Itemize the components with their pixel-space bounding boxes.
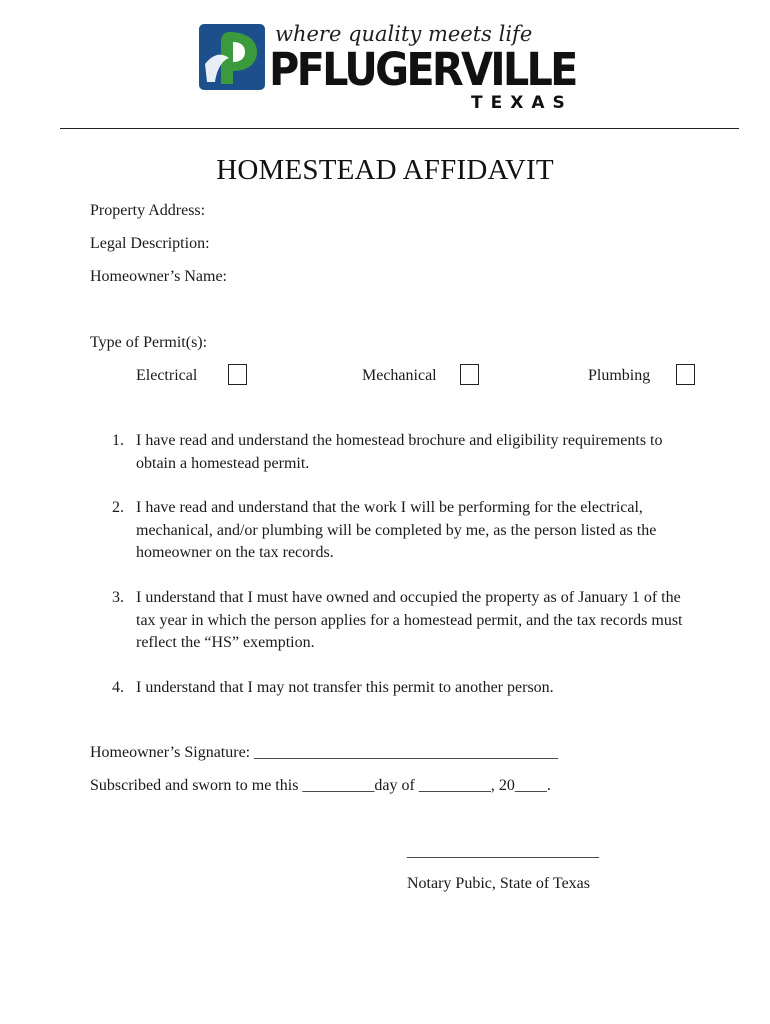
statement-number: 4. xyxy=(112,679,124,696)
statement-number: 1. xyxy=(112,432,124,449)
logo-name: PFLUGERVILLE xyxy=(269,43,576,96)
notary-label: Notary Pubic, State of Texas xyxy=(407,875,590,892)
statement-item xyxy=(112,587,692,655)
pflugerville-logo xyxy=(199,22,576,114)
logo-tagline: where quality meets life xyxy=(275,22,533,46)
permit-type-label: Type of Permit(s): xyxy=(90,334,208,351)
permit-option-electrical-label: Electrical xyxy=(136,367,198,384)
statement-number: 3. xyxy=(112,589,124,606)
notary-signature-line[interactable]: ________________________ xyxy=(407,843,599,860)
statement-text: I understand that I must have owned and occupied the property as of January 1 of the tax year in which the person applies for a homestead permit, and the tax records must reflect the “HS” exemption. xyxy=(136,589,683,651)
statement-number: 2. xyxy=(112,499,124,516)
logo-state: TEXAS xyxy=(471,93,573,113)
statement-item xyxy=(112,430,692,475)
statement-item xyxy=(112,677,692,700)
pflugerville-emblem-icon xyxy=(199,24,265,90)
document-title: HOMESTEAD AFFIDAVIT xyxy=(216,154,554,186)
electrical-checkbox[interactable] xyxy=(228,364,247,385)
statement-text: I understand that I may not transfer this permit to another person. xyxy=(136,679,554,696)
plumbing-checkbox[interactable] xyxy=(676,364,695,385)
homeowner-signature-line[interactable]: Homeowner’s Signature: ______________________________________ xyxy=(90,744,559,761)
mechanical-checkbox[interactable] xyxy=(460,364,479,385)
permit-option-mechanical-label: Mechanical xyxy=(362,367,437,384)
header-divider xyxy=(60,128,739,129)
property-address-label: Property Address: xyxy=(90,202,206,219)
sworn-statement-line[interactable]: Subscribed and sworn to me this _________day of _________, 20____. xyxy=(90,777,551,794)
statement-item xyxy=(112,497,692,565)
permit-option-plumbing-label: Plumbing xyxy=(588,367,651,384)
statement-text: I have read and understand that the work I will be performing for the electrical, mechanical, and/or plumbing will be completed by me, as the person listed as the homeowner on the tax records. xyxy=(136,499,657,561)
statement-text: I have read and understand the homestead brochure and eligibility requirements to obtain a homestead permit. xyxy=(136,432,663,472)
homeowner-name-label: Homeowner’s Name: xyxy=(90,268,227,285)
legal-description-label: Legal Description: xyxy=(90,235,210,252)
